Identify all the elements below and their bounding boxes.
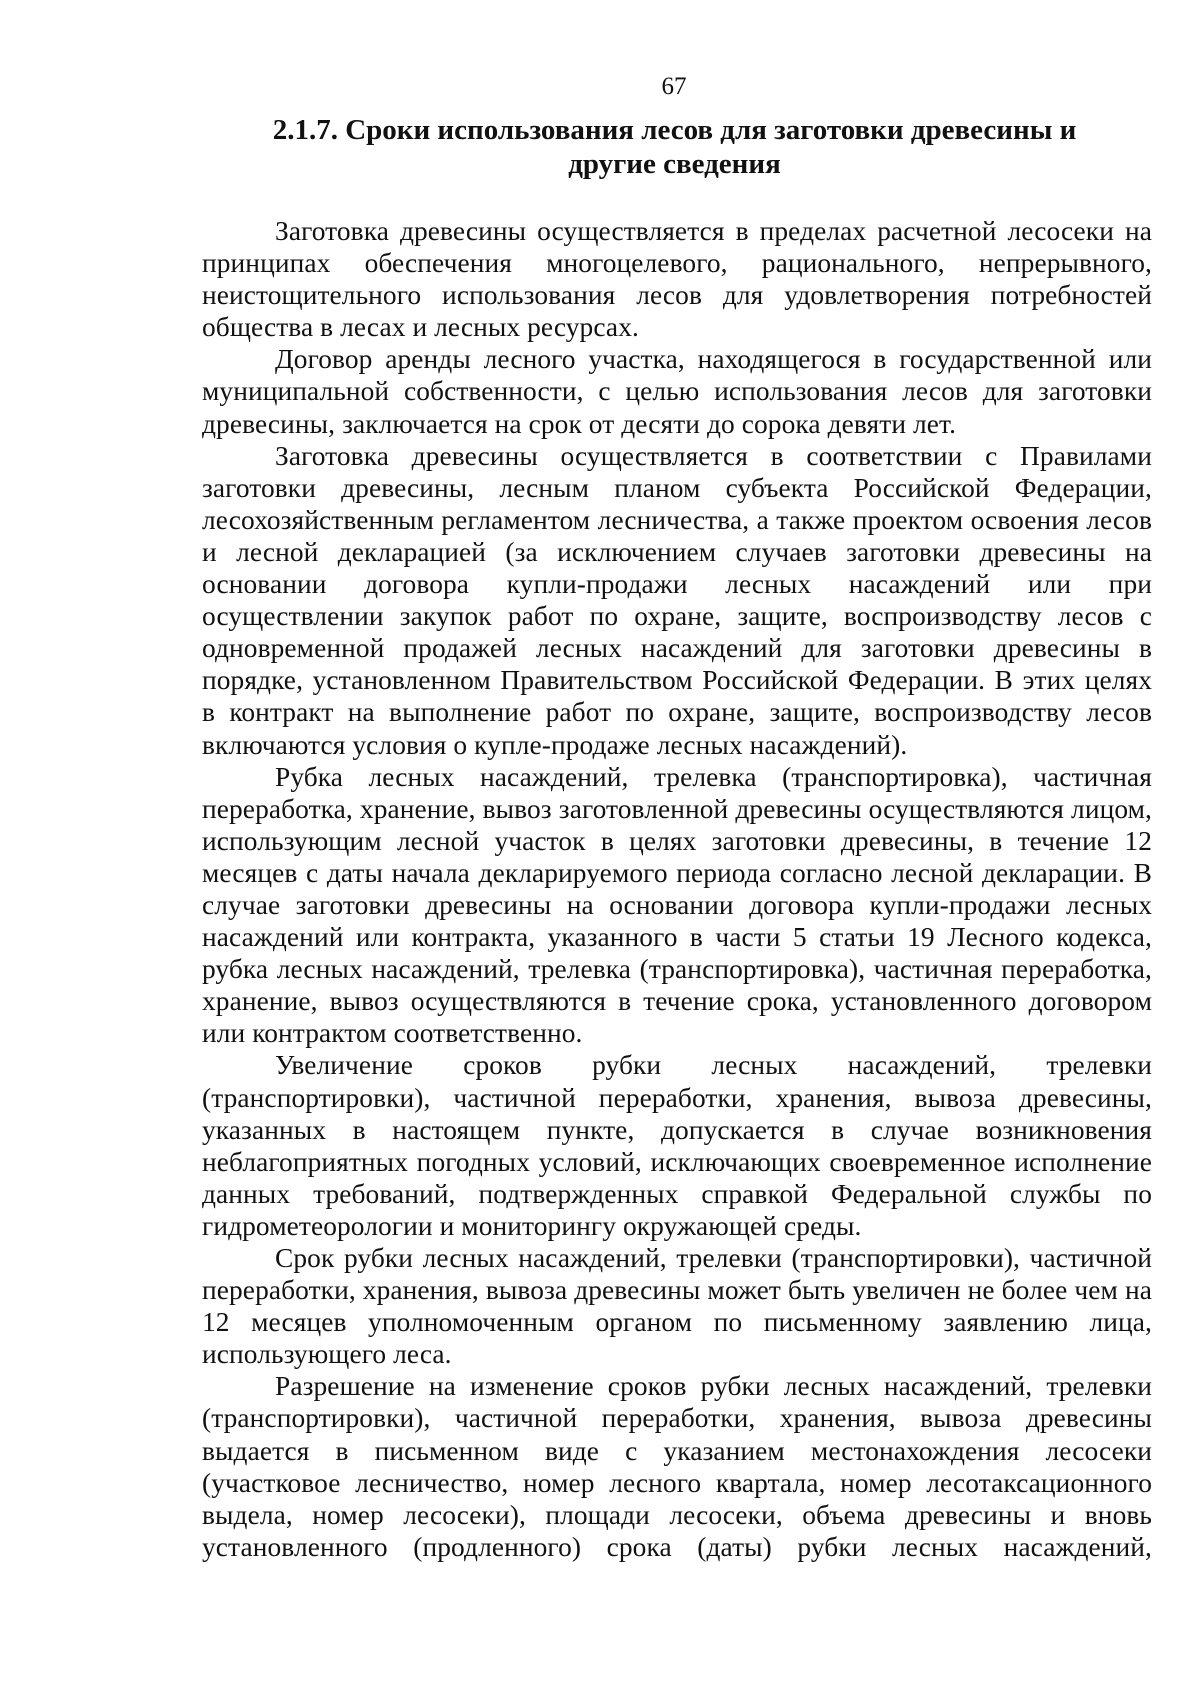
paragraph: Заготовка древесины осуществляется в пределах расчетной лесосеки на принципах обеспечения многоцелевого, рационального, непрерывного, неистощительного использования лесов для удовлетворения потребностей общества в лесах и лесных ресурсах. [202, 216, 1152, 343]
paragraph: Договор аренды лесного участка, находящегося в государственной или муниципальной собственности, с целью использования лесов для заготовки древесины, заключается на срок от десяти до сорока девяти лет. [202, 344, 1152, 439]
paragraph: Увеличение сроков рубки лесных насаждений, трелевки (транспортировки), частичной переработки, хранения, вывоза древесины, указанных в настоящем пункте, допускается в случае возникновения неблагоприятных погодных условий, исключающих своевременное исполнение данных требований, подтвержденных справкой Федеральной службы по гидрометеорологии и мониторингу окружающей среды. [202, 1050, 1152, 1241]
page-number: 67 [661, 73, 687, 100]
paragraph: Заготовка древесины осуществляется в соответствии с Правилами заготовки древесины, лесным планом субъекта Российской Федерации, лесохозяйственным регламентом лесничества, а также проектом освоения лесов и лесной декларацией (за исключением случаев заготовки древесины на основании договора купли-продажи лесных насаждений или при осуществлении закупок работ по охране, защите, воспроизводству лесов с одновременной продажей лесных насаждений для заготовки древесины в порядке, установленном Правительством Российской Федерации. В этих целях в контракт на выполнение работ по охране, защите, воспроизводству лесов включаются условия о купле-продаже лесных насаждений). [202, 440, 1152, 760]
section-heading: 2.1.7. Сроки использования лесов для заготовки древесины и другие сведения [272, 114, 1077, 180]
paragraph: Разрешение на изменение сроков рубки лесных насаждений, трелевки (транспортировки), частичной переработки, хранения, вывоза древесины выдается в письменном виде с указанием местонахождения лесосеки (участковое лесничество, номер лесного квартала, номер лесотаксационного выдела, номер лесосеки), площади лесосеки, объема древесины и вновь установленного (продленного) срока (даты) рубки лесных насаждений, [202, 1371, 1152, 1562]
paragraph: Рубка лесных насаждений, трелевка (транспортировка), частичная переработка, хранение, вывоз заготовленной древесины осуществляются лицом, использующим лесной участок в целях заготовки древесины, в течение 12 месяцев с даты начала декларируемого периода согласно лесной декларации. В случае заготовки древесины на основании договора купли-продажи лесных насаждений или контракта, указанного в части 5 статьи 19 Лесного кодекса, рубка лесных насаждений, трелевка (транспортировка), частичная переработка, хранение, вывоз осуществляются в течение срока, установленного договором или контрактом соответственно. [202, 761, 1152, 1049]
body-text [202, 215, 1152, 1563]
paragraph: Срок рубки лесных насаждений, трелевки (транспортировки), частичной переработки, хранения, вывоза древесины может быть увеличен не более чем на 12 месяцев уполномоченным органом по письменному заявлению лица, использующего леса. [202, 1243, 1152, 1370]
